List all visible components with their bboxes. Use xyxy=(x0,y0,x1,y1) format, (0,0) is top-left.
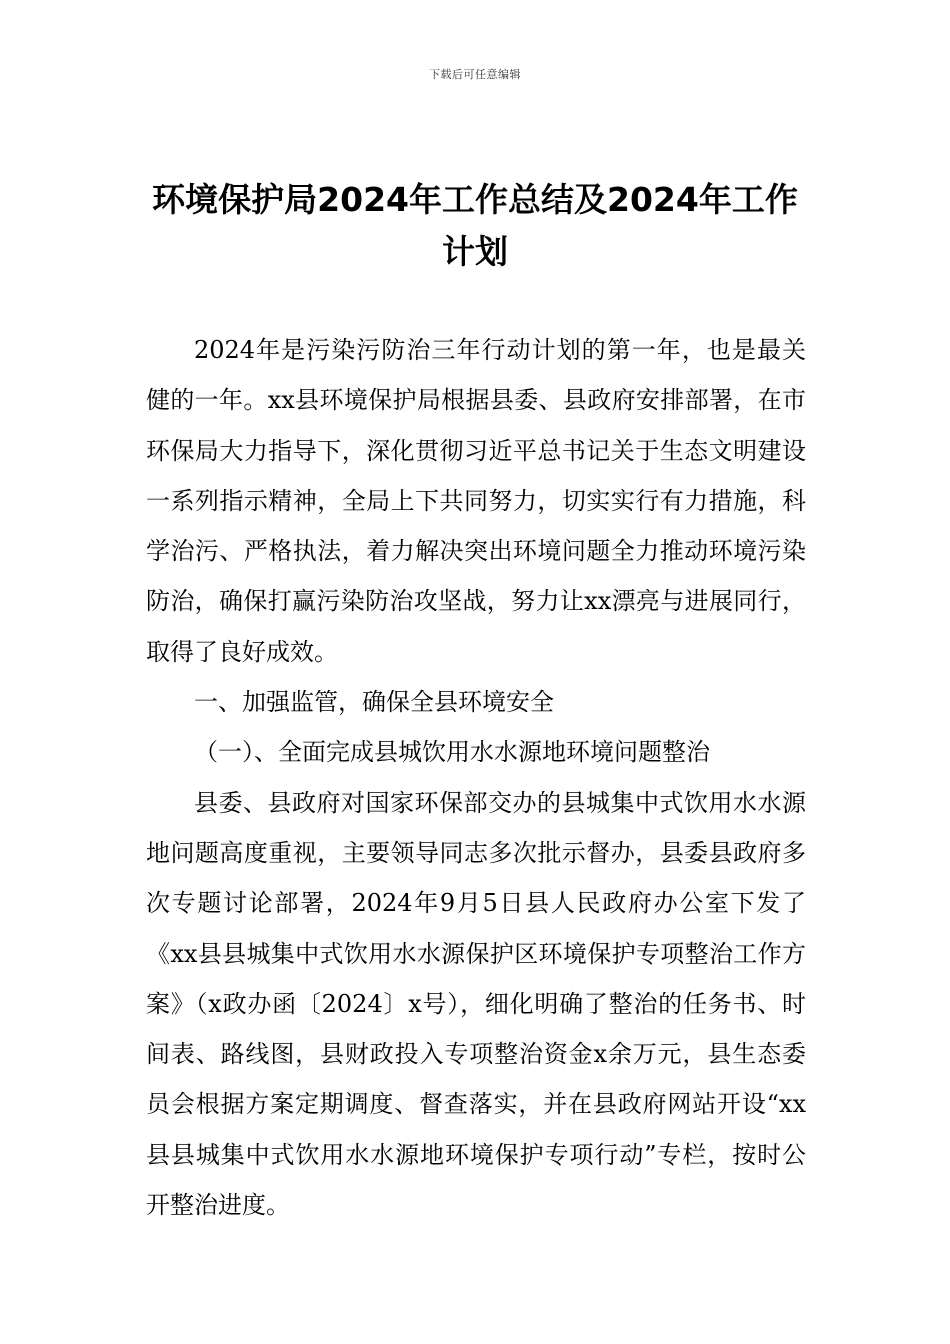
title-line-1: 环境保护局2024年工作总结及2024年工作 xyxy=(152,180,798,219)
subsection-heading-1: （一）、全面完成县城饮用水水源地环境问题整治 xyxy=(194,738,710,767)
intro-paragraph: 2024年是污染污防治三年行动计划的第一年，也是最关健的一年。xx县环境保护局根据县委、县政府安排部署，在市环保局大力指导下，深化贯彻习近平总书记关于生态文明建设一系列指示精神，全局上下共同努力，切实实行有力措施，科学治污、严格执法，着力解决突出环境问题全力推动环境污染防治，确保打赢污染防治攻坚战，努力让xx漂亮与进展同行，取得了良好成效。 xyxy=(146,336,806,666)
header-note: 下载后可任意编辑 xyxy=(429,68,521,81)
body-paragraph: 县委、县政府对国家环保部交办的县城集中式饮用水水源地问题高度重视，主要领导同志多次批示督办，县委县政府多次专题讨论部署，2024年9月5日县人民政府办公室下发了《xx县县城集中式饮用水水源保护区环境保护专项整治工作方案》（x政办函〔2024〕x号），细化明确了整治的任务书、时间表、路线图，县财政投入专项整治资金x余万元，县生态委员会根据方案定期调度、督查落实，并在县政府网站开设“xx县县城集中式饮用水水源地环境保护专项行动”专栏，按时公开整治进度。 xyxy=(146,788,806,1220)
section-heading-1: 一、加强监管，确保全县环境安全 xyxy=(194,688,554,717)
document-body xyxy=(146,325,806,1230)
document-title xyxy=(140,174,810,278)
title-line-2: 计划 xyxy=(442,232,508,271)
